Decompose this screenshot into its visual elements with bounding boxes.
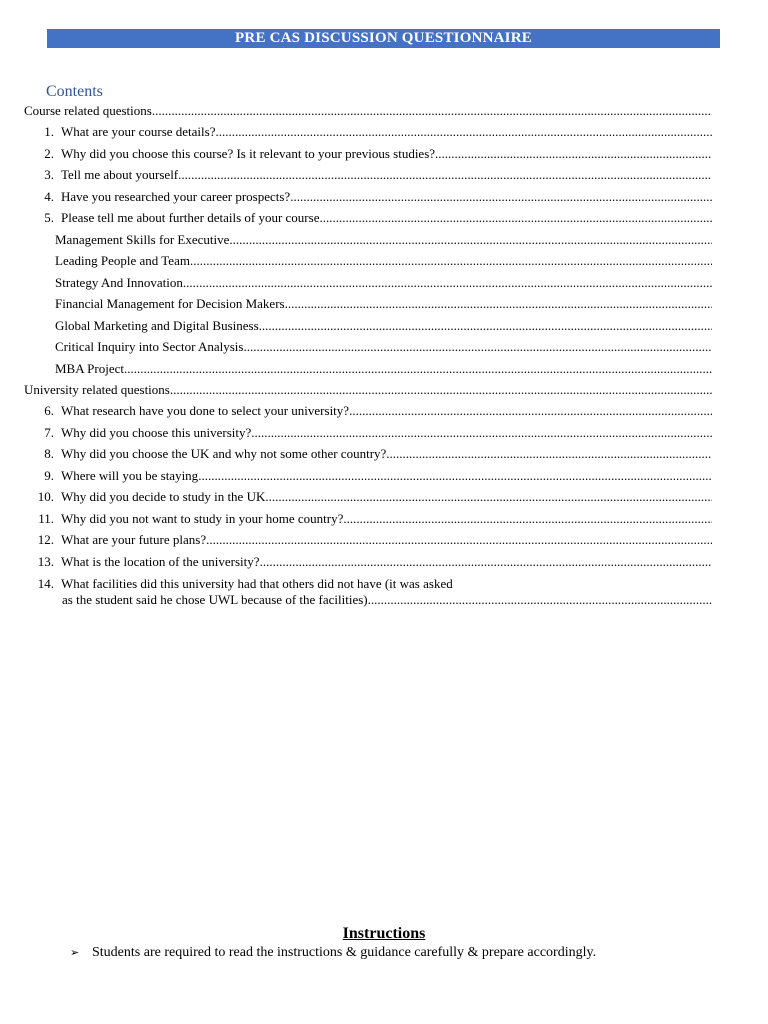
leader-dots xyxy=(435,146,712,162)
leader-dots xyxy=(215,124,712,140)
toc-item-number: 7. xyxy=(44,425,54,440)
toc-module-label: MBA Project xyxy=(55,361,124,376)
toc-item-label: Why did you not want to study in your home country? xyxy=(61,511,344,526)
leader-dots xyxy=(343,511,712,527)
toc-module-label: Leading People and Team xyxy=(55,253,190,268)
toc-item-continuation[interactable] xyxy=(62,592,712,608)
toc-item-label: What facilities did this university had that others did not have (it was asked xyxy=(61,576,453,591)
toc-item-number: 6. xyxy=(44,403,54,418)
toc-item-label: Why did you choose this course? Is it relevant to your previous studies? xyxy=(61,146,436,161)
toc-module[interactable] xyxy=(55,232,712,248)
instruction-item xyxy=(70,944,596,962)
leader-dots xyxy=(190,253,712,269)
leader-dots xyxy=(290,189,712,205)
toc-module[interactable] xyxy=(55,296,712,312)
toc-module[interactable] xyxy=(55,253,712,269)
toc-section-label: University related questions xyxy=(24,382,170,397)
toc-item[interactable] xyxy=(32,468,712,484)
toc-item-label: What are your future plans? xyxy=(61,532,207,547)
leader-dots xyxy=(368,592,712,608)
instruction-text: Students are required to read the instructions & guidance carefully & prepare accordingly. xyxy=(92,945,597,960)
toc-item-label: What are your course details? xyxy=(61,124,216,139)
toc-item-number: 3. xyxy=(44,167,54,182)
leader-dots xyxy=(170,382,712,398)
toc-item-label: Please tell me about further details of your course xyxy=(61,210,320,225)
contents-heading: Contents xyxy=(46,83,103,100)
toc-item[interactable] xyxy=(32,425,712,441)
leader-dots xyxy=(198,468,712,484)
toc-item-number: 14. xyxy=(37,576,54,591)
toc-item-label: Why did you choose the UK and why not some other country? xyxy=(61,446,387,461)
toc-item[interactable] xyxy=(32,532,712,548)
toc-module-label: Strategy And Innovation xyxy=(55,275,183,290)
toc-item-number: 2. xyxy=(44,146,54,161)
leader-dots xyxy=(349,403,712,419)
toc-item[interactable] xyxy=(32,146,712,162)
toc-item[interactable] xyxy=(32,210,712,226)
toc-item-label: What is the location of the university? xyxy=(61,554,260,569)
toc-item[interactable] xyxy=(32,446,712,462)
toc-module-label: Management Skills for Executive xyxy=(55,232,230,247)
document-title: PRE CAS DISCUSSION QUESTIONNAIRE xyxy=(47,29,720,48)
toc-item-multiline[interactable] xyxy=(32,576,453,592)
toc-item-label: Why did you choose this university? xyxy=(61,425,252,440)
toc-item-label: What research have you done to select your university? xyxy=(61,403,350,418)
toc-module[interactable] xyxy=(55,339,712,355)
leader-dots xyxy=(152,103,712,119)
toc-section-course[interactable] xyxy=(24,103,712,119)
toc-item-label: Have you researched your career prospects? xyxy=(61,189,291,204)
leader-dots xyxy=(206,532,712,548)
toc-item[interactable] xyxy=(32,124,712,140)
toc-item-number: 1. xyxy=(44,124,54,139)
toc-item-number: 12. xyxy=(37,532,54,547)
leader-dots xyxy=(386,446,712,462)
toc-item[interactable] xyxy=(32,554,712,570)
toc-item[interactable] xyxy=(32,403,712,419)
toc-item-number: 13. xyxy=(37,554,54,569)
toc-item[interactable] xyxy=(32,189,712,205)
leader-dots xyxy=(285,296,712,312)
toc-section-label: Course related questions xyxy=(24,103,152,118)
toc-item-label: Tell me about yourself xyxy=(61,167,179,182)
toc-item-number: 9. xyxy=(44,468,54,483)
toc-item[interactable] xyxy=(32,511,712,527)
toc-item-number: 8. xyxy=(44,446,54,461)
toc-item-number: 11. xyxy=(38,511,54,526)
leader-dots xyxy=(243,339,712,355)
leader-dots xyxy=(183,275,712,291)
leader-dots xyxy=(319,210,712,226)
toc-module-label: Critical Inquiry into Sector Analysis xyxy=(55,339,244,354)
leader-dots xyxy=(259,318,712,334)
arrowhead-bullet-icon: ➢ xyxy=(70,947,80,959)
toc-item[interactable] xyxy=(32,489,712,505)
toc-module[interactable] xyxy=(55,275,712,291)
toc-section-university[interactable] xyxy=(24,382,712,398)
leader-dots xyxy=(260,554,712,570)
toc-item-label-continued: as the student said he chose UWL because of the facilities) xyxy=(62,592,368,607)
instructions-heading: Instructions xyxy=(342,925,426,942)
toc-module-label: Global Marketing and Digital Business xyxy=(55,318,259,333)
leader-dots xyxy=(229,232,712,248)
toc-item-label: Why did you decide to study in the UK xyxy=(61,489,266,504)
leader-dots xyxy=(124,361,712,377)
toc-item-number: 4. xyxy=(44,189,54,204)
leader-dots xyxy=(251,425,712,441)
toc-module-label: Financial Management for Decision Makers xyxy=(55,296,285,311)
toc-module[interactable] xyxy=(55,318,712,334)
toc-item-number: 10. xyxy=(37,489,54,504)
toc-item-label: Where will you be staying xyxy=(61,468,199,483)
toc-item-number: 5. xyxy=(44,210,54,225)
toc-item[interactable] xyxy=(32,167,712,183)
toc-module[interactable] xyxy=(55,361,712,377)
leader-dots xyxy=(178,167,712,183)
leader-dots xyxy=(265,489,712,505)
